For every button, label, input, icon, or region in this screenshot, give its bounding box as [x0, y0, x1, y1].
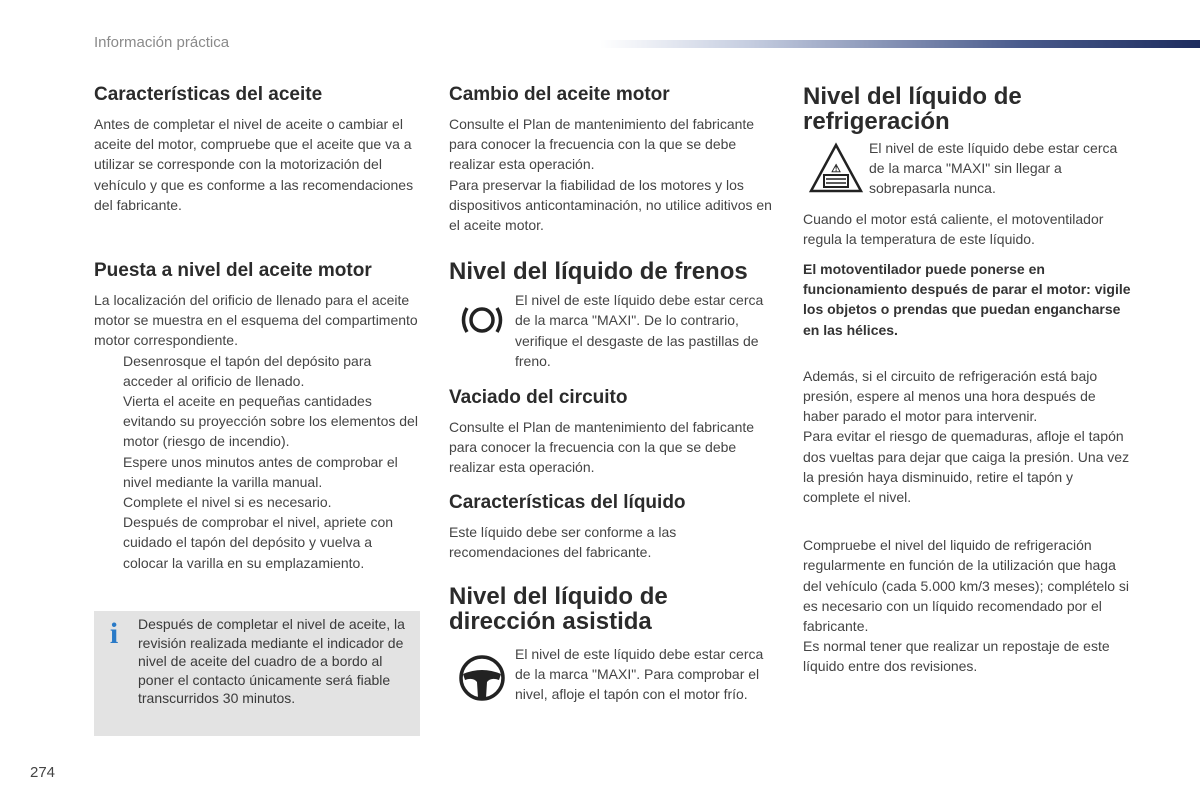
fluid-characteristics-text: Este líquido debe ser conforme a las recomendaciones del fabricante.: [449, 523, 677, 560]
info-note: [94, 611, 420, 736]
power-steering-heading: Nivel del líquido de dirección asistida: [449, 583, 668, 636]
coolant-block: [803, 138, 1133, 199]
brake-warning-icon: [449, 290, 515, 340]
power-steering-block: [449, 644, 779, 705]
circuit-drain-text: Consulte el Plan de mantenimiento del fabricante para conocer la frecuencia con la que se debe realizar esta operación.: [449, 419, 755, 476]
coolant-paragraph-5: Compruebe el nivel del liquido de refrigeración regularmente en función de la utilización que haga del vehículo (cada 5.000 km/3 meses); complételo si es necesario con un líquido recomendado por el fabricante.: [803, 537, 1130, 635]
coolant-paragraph-4: Para evitar el riesgo de quemaduras, afloje el tapón dos vueltas para dejar que caiga la presión. Una vez la presión haya disminuido, retire el tapón y complete el nivel.: [803, 428, 1130, 506]
coolant-paragraph-3: Además, si el circuito de refrigeración está bajo presión, espere al menos una hora después de haber parado el motor para intervenir.: [803, 367, 1098, 425]
fluid-characteristics-heading: Características del líquido: [449, 491, 686, 513]
info-note-text: Después de completar el nivel de aceite, la revisión realizada mediante el indicador de nivel de aceite del cuadro de a bordo al poner el contacto únicamente será fiable transcurridos 30 minutos.: [138, 616, 405, 706]
circuit-drain-heading: Vaciado del circuito: [449, 387, 628, 409]
brake-fluid-block: [449, 290, 779, 371]
coolant-fan-warning: El motoventilador puede ponerse en funcionamiento después de parar el motor: vigile los objetos o prendas que puedan engancharse en las hélices.: [803, 261, 1131, 338]
oil-level-heading: Puesta a nivel del aceite motor: [94, 260, 372, 282]
list-item: Desenrosque el tapón del depósito para acceder al orificio de llenado.: [123, 352, 372, 389]
power-steering-text: El nivel de este líquido debe estar cerca de la marca "MAXI". Para comprobar el nivel, afloje el tapón con el motor frío.: [515, 646, 764, 703]
oil-change-text-1: Consulte el Plan de mantenimiento del fabricante para conocer la frecuencia con la que se debe realizar esta operación.: [449, 116, 755, 173]
list-item: Complete el nivel si es necesario.: [123, 494, 332, 511]
oil-level-text: La localización del orificio de llenado para el aceite motor se muestra en el esquema del compartimento motor correspondiente.: [94, 292, 418, 349]
oil-level-steps: [94, 351, 420, 573]
header-gradient-bar: [600, 40, 1200, 48]
column-1: [94, 78, 420, 573]
list-item: Después de comprobar el nivel, apriete con cuidado el tapón del depósito y vuelva a colocar la varilla en su emplazamiento.: [123, 514, 394, 571]
coolant-paragraph-1: Cuando el motor está caliente, el motoventilador regula la temperatura de este líquido.: [803, 210, 1104, 247]
column-2: [449, 78, 779, 705]
info-icon: i: [109, 617, 119, 650]
svg-text:⚠: ⚠: [831, 163, 841, 175]
steering-wheel-icon: [449, 644, 515, 702]
column-3: [803, 78, 1133, 677]
list-item: Vierta el aceite en pequeñas cantidades evitando su proyección sobre los elementos del motor (riesgo de incendio).: [123, 393, 418, 450]
oil-change-text-2: Para preservar la fiabilidad de los motores y los dispositivos anticontaminación, no utilice aditivos en el aceite motor.: [449, 176, 772, 234]
brake-fluid-heading: Nivel del líquido de frenos: [449, 258, 748, 286]
coolant-text: El nivel de este líquido debe estar cerca de la marca "MAXI" sin llegar a sobrepasarla nunca.: [869, 140, 1118, 197]
oil-characteristics-heading: Características del aceite: [94, 84, 323, 105]
coolant-heading: Nivel del líquido de refrigeración: [803, 83, 1022, 135]
section-header: Información práctica: [94, 34, 230, 51]
coolant-paragraph-6: Es normal tener que realizar un repostaje de este líquido entre dos revisiones.: [803, 638, 1110, 675]
hot-coolant-warning-icon: [803, 138, 869, 194]
page-number: 274: [30, 764, 56, 781]
brake-fluid-text: El nivel de este líquido debe estar cerca de la marca "MAXI". De lo contrario, verifique el desgaste de las pastillas de freno.: [515, 292, 764, 369]
oil-change-heading: Cambio del aceite motor: [449, 84, 670, 105]
oil-characteristics-text: Antes de completar el nivel de aceite o cambiar el aceite del motor, compruebe que el aceite que va a utilizar se corresponde con la motorización del vehículo y que es conforme a las recomendaciones del fabricante.: [94, 116, 414, 213]
list-item: Espere unos minutos antes de comprobar el nivel mediante la varilla manual.: [123, 453, 398, 490]
